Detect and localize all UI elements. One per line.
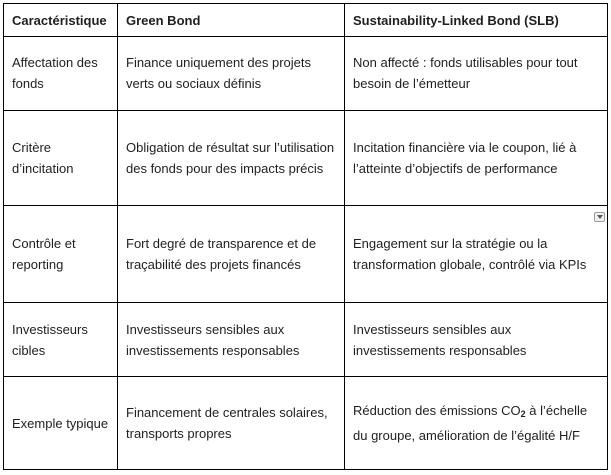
slb-text-before: Réduction des émissions CO bbox=[353, 403, 521, 419]
cell-slb-selected[interactable] bbox=[345, 205, 608, 302]
slb-text-after: à l’échelle du groupe, amélioration de l’égalité H/F bbox=[353, 403, 588, 444]
header-green-bond: Green Bond bbox=[118, 4, 345, 37]
cell-green-bond[interactable]: Finance uniquement des projets verts ou sociaux définis bbox=[118, 37, 345, 111]
header-characteristic: Caractéristique bbox=[4, 4, 118, 37]
cell-green-bond[interactable]: Investisseurs sensibles aux investissements responsables bbox=[118, 303, 345, 377]
cell-slb[interactable]: Non affecté : fonds utilisables pour tout besoin de l’émetteur bbox=[345, 37, 608, 111]
table-row bbox=[4, 110, 608, 205]
table-row bbox=[4, 303, 608, 377]
cell-green-bond[interactable]: Financement de centrales solaires, transports propres bbox=[118, 377, 345, 470]
cell-characteristic[interactable]: Contrôle et reporting bbox=[4, 205, 118, 302]
table-row bbox=[4, 37, 608, 111]
table-header-row bbox=[4, 4, 608, 37]
cell-characteristic[interactable]: Affectation des fonds bbox=[4, 37, 118, 111]
cell-slb[interactable]: Incitation financière via le coupon, lié à l’atteinte d’objectifs de performance bbox=[345, 110, 608, 205]
chevron-down-icon[interactable] bbox=[594, 212, 605, 222]
cell-characteristic[interactable]: Exemple typique bbox=[4, 377, 118, 470]
cell-slb[interactable]: Investisseurs sensibles aux investissements responsables bbox=[345, 303, 608, 377]
cell-green-bond[interactable]: Obligation de résultat sur l’utilisation des fonds pour des impacts précis bbox=[118, 110, 345, 205]
cell-slb[interactable] bbox=[345, 377, 608, 470]
cell-characteristic[interactable]: Investisseurs cibles bbox=[4, 303, 118, 377]
comparison-table bbox=[3, 3, 608, 470]
co2-subscript: 2 bbox=[520, 409, 526, 420]
header-slb: Sustainability-Linked Bond (SLB) bbox=[345, 4, 608, 37]
cell-green-bond[interactable]: Fort degré de transparence et de traçabilité des projets financés bbox=[118, 205, 345, 302]
table-row bbox=[4, 205, 608, 302]
cell-slb-text: Engagement sur la stratégie ou la transformation globale, contrôlé via KPIs bbox=[353, 236, 587, 273]
table-row bbox=[4, 377, 608, 470]
cell-characteristic[interactable]: Critère d’incitation bbox=[4, 110, 118, 205]
